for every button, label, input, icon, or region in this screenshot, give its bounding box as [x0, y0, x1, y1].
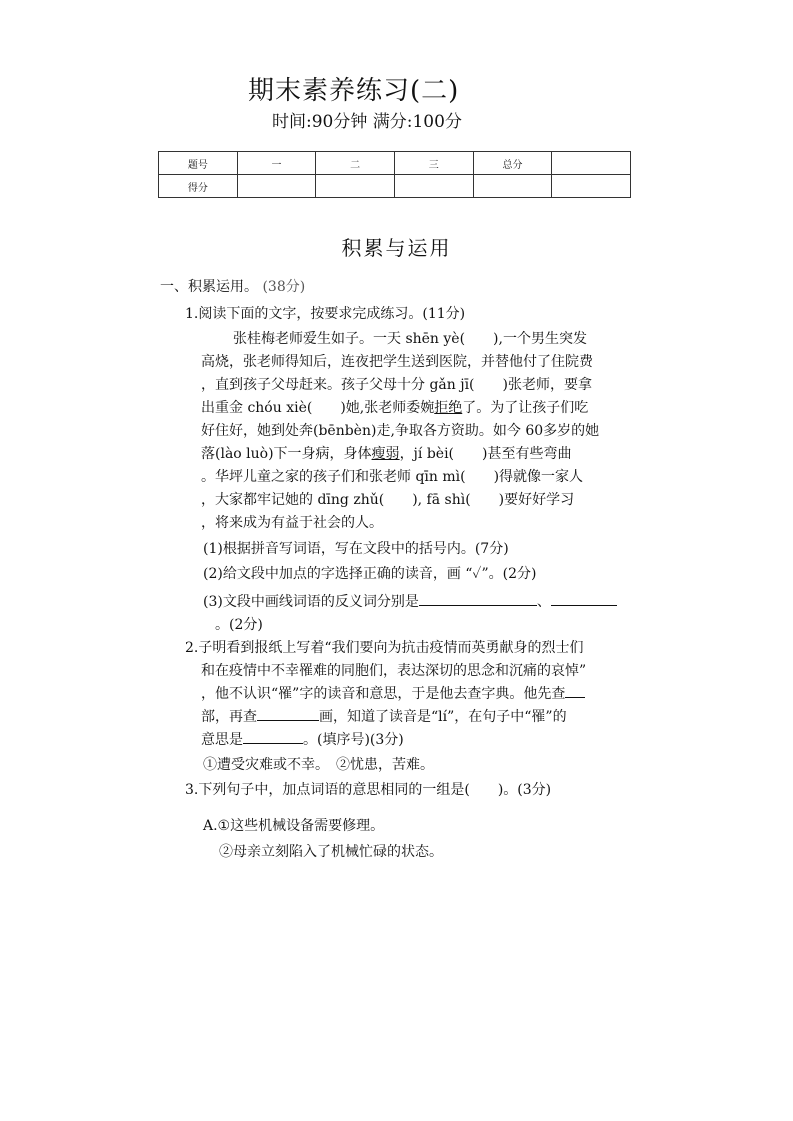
passage-line: ，大家都牢记她的 dīng zhǔ( ), fā shì( )要好好学习: [201, 492, 575, 508]
table-cell: 一: [237, 152, 316, 175]
score-field[interactable]: [316, 175, 395, 198]
option-a-sentence-2: ②母亲立刻陷入了机械忙碌的状态。: [219, 844, 443, 860]
passage-text: ，jí bèi( )甚至有些弯曲: [399, 446, 572, 462]
passage-text: 出重金 chóu xiè( )她,张老师委婉: [201, 400, 435, 416]
sub-question-3-points: 。(2分): [215, 617, 263, 633]
sub-question-3: [203, 591, 617, 611]
underlined-word: 拒绝: [434, 400, 463, 416]
question-3-stem: 3.下列句子中，加点词语的意思相同的一组是( )。(3分): [185, 782, 552, 798]
score-field[interactable]: [473, 175, 552, 198]
table-cell: 总分: [473, 152, 552, 175]
table-row: [159, 175, 631, 198]
passage-line: ，直到孩子父母赶来。孩子父母十分 gǎn jī( )张老师，要拿: [201, 377, 592, 393]
table-cell: 三: [394, 152, 473, 175]
score-field[interactable]: [394, 175, 473, 198]
table-cell: 题号: [159, 152, 238, 175]
page-title: 期末素养练习(二): [248, 76, 460, 106]
passage-line: [201, 443, 571, 463]
part-points: (38分): [262, 279, 306, 295]
section-title: 积累与运用: [341, 236, 452, 260]
passage-text: 落(lào luò)下一身病，身体: [201, 446, 372, 462]
option-a-sentence-1: A.①这些机械设备需要修理。: [203, 818, 385, 834]
sub-question-1: (1)根据拼音写词语，写在文段中的括号内。(7分): [203, 541, 509, 557]
score-table: [158, 151, 631, 198]
answer-blank[interactable]: [565, 683, 585, 698]
passage-line: 。华坪儿童之家的孩子们和张老师 qīn mì( )得就像一家人: [201, 469, 584, 485]
answer-blank[interactable]: [419, 591, 537, 606]
sub-question-text: (3)文段中画线词语的反义词分别是: [203, 594, 419, 610]
question-2-line: [201, 706, 567, 726]
question-2-line: 2.子明看到报纸上写着“我们要向为抗击疫情而英勇献身的烈士们: [185, 640, 584, 656]
question-text: ，他不认识“罹”字的读音和意思，于是他去查字典。他先查: [201, 686, 566, 702]
question-2-options: ①遭受灾难或不幸。 ②忧患，苦难。: [203, 757, 434, 773]
question-text: 。(填序号)(3分): [303, 732, 404, 748]
exam-info: 时间:90分钟 满分:100分: [272, 112, 462, 132]
table-cell: [552, 152, 631, 175]
question-2-line: [201, 683, 585, 703]
passage-line: 张桂梅老师爱生如子。一天 shēn yè( ),一个男生突发: [233, 331, 587, 347]
passage-line: 高烧，张老师得知后，连夜把学生送到医院，并替他付了住院费: [201, 354, 593, 370]
separator: 、: [536, 594, 551, 610]
answer-blank[interactable]: [551, 591, 617, 606]
question-text: 画，知道了读音是“lí”，在句子中“罹”的: [319, 709, 567, 725]
underlined-word: 瘦弱: [371, 446, 400, 462]
question-text: 部，再查: [201, 709, 257, 725]
answer-blank[interactable]: [257, 706, 319, 721]
question-1-stem: 1.阅读下面的文字，按要求完成练习。(11分): [185, 306, 466, 322]
score-field[interactable]: [237, 175, 316, 198]
part-heading: [160, 276, 305, 296]
part-label: 一、积累运用。: [160, 279, 258, 295]
passage-line: ，将来成为有益于社会的人。: [201, 515, 383, 531]
passage-text: 了。为了让孩子们吃: [462, 400, 589, 416]
sub-question-2: (2)给文段中加点的字选择正确的读音，画 “✓”。(2分): [203, 566, 537, 582]
table-cell: 二: [316, 152, 395, 175]
table-row: [159, 152, 631, 175]
score-field[interactable]: [552, 175, 631, 198]
question-text: 意思是: [201, 732, 243, 748]
question-2-line: [201, 729, 404, 749]
passage-line: 好住好，她到处奔(bēnbèn)走,争取各方资助。如今 60多岁的她: [201, 423, 600, 439]
answer-blank[interactable]: [243, 729, 303, 744]
table-cell: 得分: [159, 175, 238, 198]
question-2-line: 和在疫情中不幸罹难的同胞们，表达深切的思念和沉痛的哀悼”: [201, 663, 587, 679]
passage-line: [201, 397, 588, 417]
